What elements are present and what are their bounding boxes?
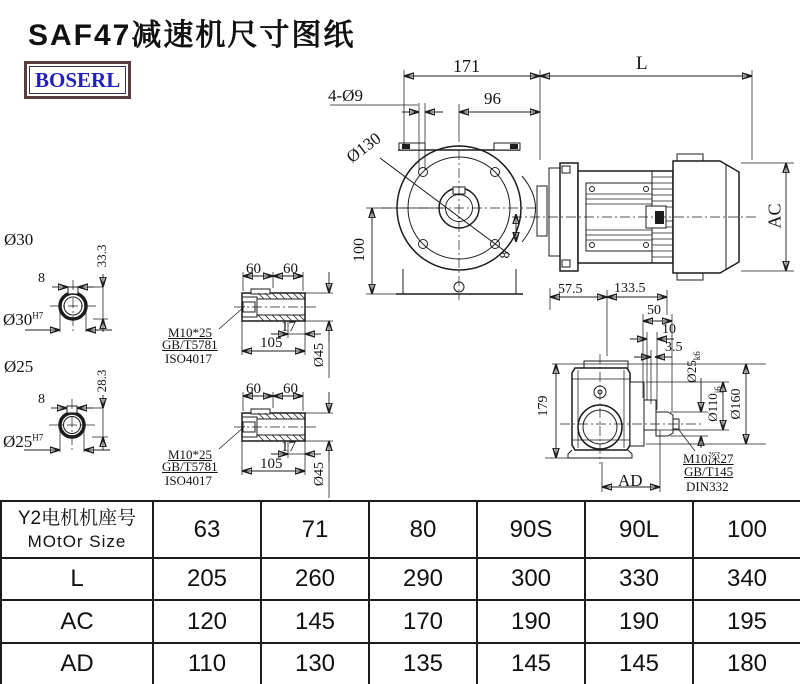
- section1-key-height: 33.3: [94, 244, 109, 268]
- table-header-motor-size: [1, 501, 153, 558]
- cell-AC-63: 120: [153, 600, 261, 643]
- table-col-90L: 90L: [585, 501, 693, 558]
- section1-title: Ø30: [4, 230, 34, 249]
- dim-96: 96: [484, 89, 501, 108]
- table-row-AC: [1, 600, 800, 643]
- cell-AD-100: 180: [693, 643, 800, 684]
- side-d110: Ø110: [705, 393, 721, 422]
- table-col-80: 80: [369, 501, 477, 558]
- front-view-drawing: [330, 70, 794, 356]
- table-row-header: [1, 501, 800, 558]
- side-d25: Ø25: [684, 360, 700, 383]
- cell-AD-63: 110: [153, 643, 261, 684]
- side-dim-AD: AD: [618, 471, 643, 490]
- shaft2-dim-60a: 60: [246, 381, 261, 397]
- dim-57-5: 57.5: [558, 282, 583, 297]
- dim-flange-diameter: Ø130: [342, 128, 385, 167]
- section2-bore: Ø25: [3, 432, 33, 451]
- cell-L-63: 205: [153, 558, 261, 600]
- table-col-100: 100: [693, 501, 800, 558]
- motor-size-table: [0, 500, 800, 684]
- shaft2-note-gb: GB/T5781: [162, 459, 218, 474]
- cell-AD-71: 130: [261, 643, 369, 684]
- table-col-90S: 90S: [477, 501, 585, 558]
- section1-key-width: 8: [38, 271, 45, 286]
- section2-key-height: 28.3: [94, 369, 109, 393]
- section1-bore: Ø30: [3, 310, 33, 329]
- cell-AC-100: 195: [693, 600, 800, 643]
- side-d110-fit: j6: [712, 386, 723, 394]
- cell-AC-80: 170: [369, 600, 477, 643]
- table-row-L: [1, 558, 800, 600]
- shaft1-note-bolt: M10*25: [168, 325, 213, 340]
- cell-L-100: 340: [693, 558, 800, 600]
- cell-AD-90S: 145: [477, 643, 585, 684]
- dim-133-5: 133.5: [614, 281, 646, 296]
- shaft1-dim-60b: 60: [283, 261, 298, 277]
- cell-L-90S: 300: [477, 558, 585, 600]
- dim-171: 171: [453, 56, 480, 76]
- side-dim-179: 179: [536, 395, 551, 417]
- cell-AC-71: 145: [261, 600, 369, 643]
- section1-bore-fit: H7: [32, 310, 44, 321]
- section2-key-width: 8: [38, 392, 45, 407]
- section2-title: Ø25: [4, 357, 34, 376]
- side-note-din: DIN332: [686, 479, 729, 494]
- shaft2-dim-60b: 60: [283, 381, 298, 397]
- row-label-L: L: [1, 558, 153, 600]
- side-dim-10: 10: [662, 322, 676, 337]
- cell-L-80: 290: [369, 558, 477, 600]
- cell-L-71: 260: [261, 558, 369, 600]
- cell-L-90L: 330: [585, 558, 693, 600]
- row-label-AD: AD: [1, 643, 153, 684]
- cell-AD-90L: 145: [585, 643, 693, 684]
- side-dim-3-5: 3.5: [665, 340, 683, 355]
- shaft1-dim-17: 17: [281, 319, 296, 335]
- side-d25-fit: k6: [691, 351, 702, 361]
- table-header-en: MOtOr Size: [27, 531, 127, 551]
- table-row-AD: [1, 643, 800, 684]
- shaft1-dim-105: 105: [260, 335, 283, 351]
- shaft2-dim-45: Ø45: [312, 461, 327, 487]
- table-col-63: 63: [153, 501, 261, 558]
- shaft2-dim-105: 105: [260, 456, 283, 472]
- cell-AC-90L: 190: [585, 600, 693, 643]
- side-dim-50: 50: [647, 303, 661, 318]
- shaft1-dim-60a: 60: [246, 261, 261, 277]
- page-title: SAF47减速机尺寸图纸: [28, 19, 356, 52]
- shaft1-note-iso: ISO4017: [165, 351, 212, 366]
- table-header-cn: Y2电机机座号: [17, 508, 137, 529]
- cell-AC-90S: 190: [477, 600, 585, 643]
- dim-L: L: [636, 53, 648, 74]
- shaft1-dim-45: Ø45: [312, 342, 327, 368]
- side-note-tap: M10深27: [683, 451, 734, 466]
- boserl-logo-text: BOSERL: [29, 66, 126, 94]
- section2-bore-label: [3, 433, 43, 451]
- shaft2-note-iso: ISO4017: [165, 473, 212, 488]
- dim-8-flange: 8: [498, 251, 513, 259]
- shaft1-note-gb: GB/T5781: [162, 337, 218, 352]
- section2-bore-fit: H7: [32, 432, 44, 443]
- dim-AC: AC: [764, 203, 785, 229]
- side-dim-flange-diameter: Ø160: [729, 388, 744, 420]
- table-col-71: 71: [261, 501, 369, 558]
- dim-4-holes: 4-Ø9: [328, 86, 363, 105]
- side-dim-shaft-diameter: [684, 351, 702, 382]
- dim-100: 100: [351, 238, 368, 262]
- row-label-AC: AC: [1, 600, 153, 643]
- shaft2-note-bolt: M10*25: [168, 447, 213, 462]
- side-note-gb: GB/T145: [684, 464, 734, 479]
- shaft2-dim-17: 17: [281, 439, 296, 455]
- side-dim-spigot-diameter: [705, 386, 723, 421]
- section1-bore-label: [3, 311, 43, 329]
- cell-AD-80: 135: [369, 643, 477, 684]
